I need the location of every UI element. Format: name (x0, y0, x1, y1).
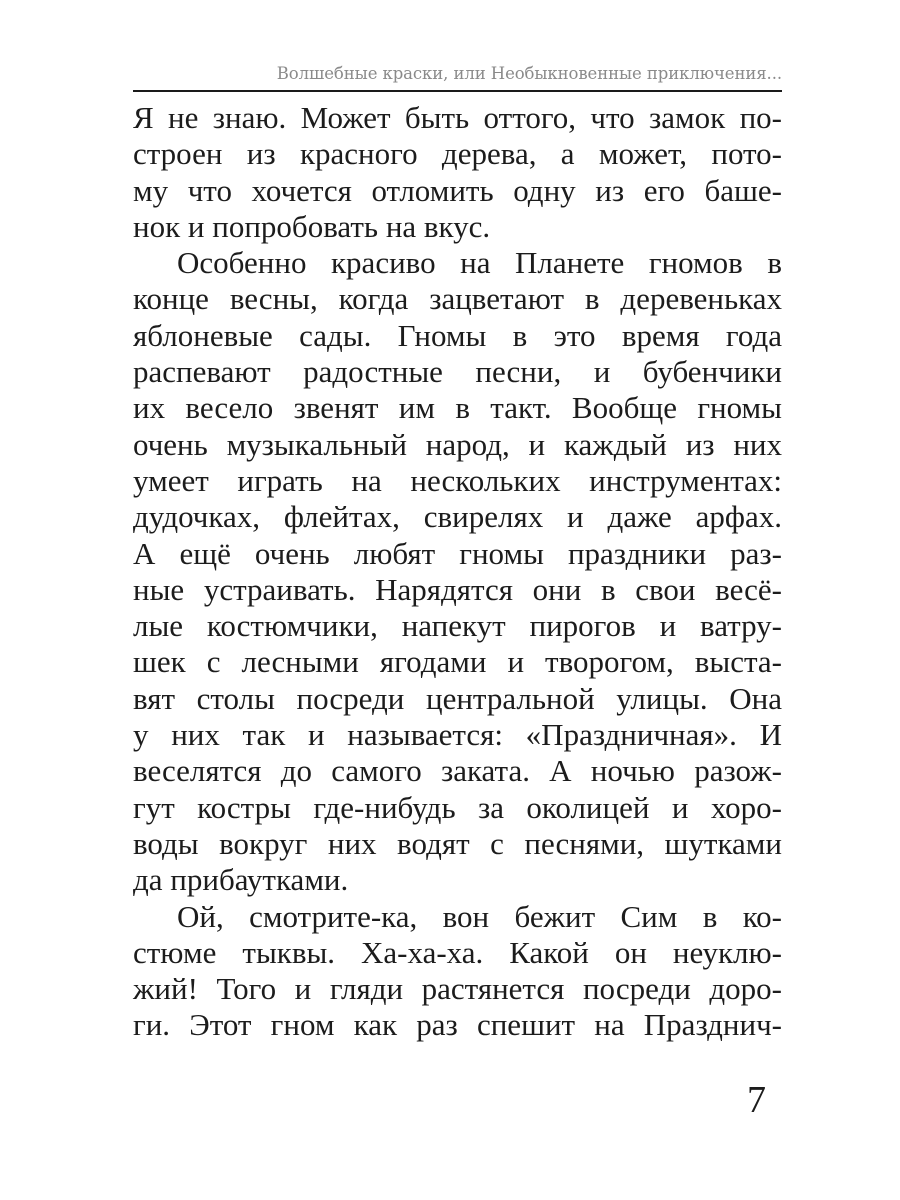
page-number: 7 (747, 1079, 766, 1121)
running-head-title: Волшебные краски, или Необыкновенные приключения... (276, 64, 782, 83)
text-line: воды вокруг них водят с песнями, шутками (133, 825, 782, 861)
text-line: гут костры где-нибудь за околицей и хоро- (133, 789, 782, 825)
text-line: Ой, смотрите-ка, вон бежит Сим в ко- (177, 898, 782, 934)
text-line: ные устраивать. Нарядятся они в свои весё- (133, 571, 782, 607)
text-line: их весело звенят им в такт. Вообще гномы (133, 390, 782, 426)
text-line: у них так и называется: «Праздничная». И (133, 717, 782, 753)
text-line: лые костюмчики, напекут пирогов и ватру- (133, 608, 782, 644)
text-line: распевают радостные песни, и бубенчики (133, 354, 782, 390)
text-line: жий! Того и гляди растянется посреди доро- (133, 971, 782, 1007)
text-line: дудочках, флейтах, свирелях и даже арфах. (133, 499, 782, 535)
text-line: умеет играть на нескольких инструментах: (133, 462, 782, 498)
text-line: А ещё очень любят гномы праздники раз- (133, 535, 782, 571)
text-line: яблоневые сады. Гномы в это время года (133, 317, 782, 353)
text-line: стюме тыквы. Ха-ха-ха. Какой он неуклю- (133, 934, 782, 970)
text-line: конце весны, когда зацветают в деревеньках (133, 281, 782, 317)
text-line: Я не знаю. Может быть оттого, что замок по- (133, 100, 782, 135)
body-text (133, 100, 782, 1044)
header-rule (133, 90, 782, 92)
text-line: Особенно красиво на Планете гномов в (177, 245, 782, 281)
text-line: очень музыкальный народ, и каждый из них (133, 426, 782, 462)
text-line: строен из красного дерева, а может, пото- (133, 136, 782, 172)
text-line: нок и попробовать на вкус. (133, 208, 491, 244)
text-line: вят столы посреди центральной улицы. Она (133, 680, 782, 716)
text-line: веселятся до самого заката. А ночью разож- (133, 753, 782, 789)
text-line: ги. Этот гном как раз спешит на Празднич- (133, 1007, 782, 1043)
text-line: му что хочется отломить одну из его баше- (133, 172, 782, 208)
text-line: да прибаутками. (133, 862, 349, 898)
text-line: шек с лесными ягодами и творогом, выста- (133, 644, 782, 680)
